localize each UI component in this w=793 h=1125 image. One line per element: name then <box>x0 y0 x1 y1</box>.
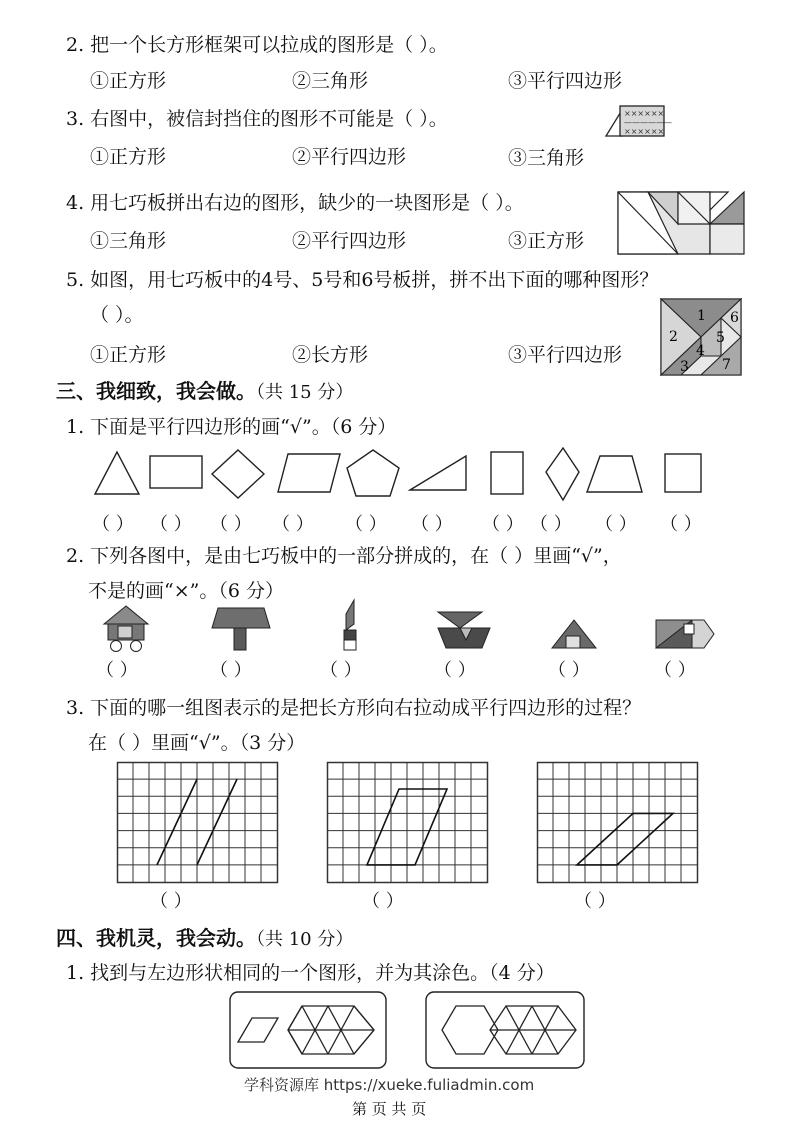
s3q2-answer-paren-3[interactable]: （ ） <box>320 660 362 681</box>
question-5-stem: 5. 如图，用七巧板中的4号、5号和6号板拼，拼不出下面的哪种图形？ <box>66 269 659 291</box>
shape-trapezoid <box>587 456 642 492</box>
table-figure <box>212 608 270 650</box>
envelope-figure <box>604 104 672 140</box>
tangram-missing-piece-figure <box>616 190 746 256</box>
s3q1-answer-paren-2[interactable]: （ ） <box>150 514 192 535</box>
s3q2-answer-paren-6[interactable]: （ ） <box>654 660 696 681</box>
q4-option-3: ③正方形 <box>508 230 585 252</box>
grid-option-c <box>537 762 699 884</box>
s3q1-answer-paren-8[interactable]: （ ） <box>530 514 572 535</box>
s3q1-answer-paren-10[interactable]: （ ） <box>660 514 702 535</box>
question-2-stem: 2. 把一个长方形框架可以拉成的图形是（ ）。 <box>66 34 448 56</box>
s3q1-answer-paren-5[interactable]: （ ） <box>345 514 387 535</box>
question-5-blank: （ ）。 <box>90 304 144 326</box>
tangram-label-6: 6 <box>730 310 739 326</box>
s3q1-answer-paren-6[interactable]: （ ） <box>411 514 453 535</box>
s3q1-answer-paren-3[interactable]: （ ） <box>210 514 252 535</box>
grid-option-a <box>117 762 279 884</box>
s3q2-answer-paren-1[interactable]: （ ） <box>96 660 138 681</box>
q4-option-2: ②平行四边形 <box>292 230 407 252</box>
boat-figure <box>438 612 490 648</box>
s3q1-answer-paren-1[interactable]: （ ） <box>92 514 134 535</box>
s3q1-answer-paren-4[interactable]: （ ） <box>272 514 314 535</box>
triangle-house-figure <box>552 620 596 648</box>
tangram-figures-row <box>100 600 720 658</box>
q3-option-1: ①正方形 <box>90 146 167 168</box>
question-3-stem: 3. 右图中，被信封挡住的图形不可能是（ ）。 <box>66 108 448 130</box>
footer-source: 学科资源库 https://xueke.fuliadmin.com <box>244 1076 535 1094</box>
s3q3-answer-paren-1[interactable]: （ ） <box>150 891 192 912</box>
question-4-stem: 4. 用七巧板拼出右边的图形，缺少的一块图形是（ ）。 <box>66 192 524 214</box>
tangram-label-7: 7 <box>722 357 731 373</box>
tangram-label-2: 2 <box>669 329 678 345</box>
s3-question-3-stem-line1: 3. 下面的哪一组图表示的是把长方形向右拉动成平行四边形的过程？ <box>66 697 642 719</box>
tangram-label-1: 1 <box>697 308 706 324</box>
section-3-points: （共 15 分） <box>256 382 354 403</box>
s3q2-answer-paren-2[interactable]: （ ） <box>210 660 252 681</box>
tangram-label-5: 5 <box>716 330 725 346</box>
svg-text:××××××: ×××××× <box>624 127 665 136</box>
s3q3-answer-paren-2[interactable]: （ ） <box>362 891 404 912</box>
shape-triangle <box>95 452 139 494</box>
shape-square <box>665 454 701 492</box>
numbered-tangram-figure <box>660 298 742 376</box>
q2-option-2: ②三角形 <box>292 70 369 92</box>
section-4-heading <box>56 922 353 951</box>
sample-parallelogram <box>238 1018 278 1042</box>
section-4-points: （共 10 分） <box>256 929 354 950</box>
shape-coloring-panels <box>228 990 588 1072</box>
q5-option-3: ③平行四边形 <box>508 344 623 366</box>
section-3-title: 三、我细致，我会做。 <box>56 379 256 403</box>
cart-figure <box>104 606 148 652</box>
q2-option-1: ①正方形 <box>90 70 167 92</box>
q2-option-3: ③平行四边形 <box>508 70 623 92</box>
s3q2-answer-paren-5[interactable]: （ ） <box>548 660 590 681</box>
parallelogram-shape-row <box>90 448 720 500</box>
q3-option-3: ③三角形 <box>508 147 585 169</box>
s3q1-answer-paren-7[interactable]: （ ） <box>482 514 524 535</box>
shape-rectangle <box>150 456 202 488</box>
s3-question-2-stem-line1: 2. 下列各图中，是由七巧板中的一部分拼成的，在（ ）里画“√”， <box>66 545 622 567</box>
grid-option-b <box>327 762 489 884</box>
q5-option-2: ②长方形 <box>292 344 369 366</box>
svg-text:——————: —————— <box>624 118 672 127</box>
flag-figure <box>344 600 356 650</box>
arrow-block-figure <box>656 620 714 648</box>
s3-question-3-stem-line2: 在（ ）里画“√”。（3 分） <box>88 732 306 754</box>
s3-question-1-stem: 1. 下面是平行四边形的画“√”。（6 分） <box>66 416 397 438</box>
s3q2-answer-paren-4[interactable]: （ ） <box>434 660 476 681</box>
section-4-title: 四、我机灵，我会动。 <box>56 926 256 950</box>
tangram-label-4: 4 <box>696 343 705 359</box>
shape-rhombus-square <box>212 450 264 498</box>
shape-tall-rectangle <box>491 452 523 494</box>
shape-pentagon <box>347 450 399 496</box>
section-3-heading <box>56 375 353 404</box>
tangram-label-3: 3 <box>680 359 689 375</box>
s3q3-answer-paren-3[interactable]: （ ） <box>574 891 616 912</box>
s4-question-1-stem: 1. 找到与左边形状相同的一个图形，并为其涂色。（4 分） <box>66 962 555 984</box>
shape-parallelogram-1 <box>278 454 340 492</box>
s3-question-2-stem-line2: 不是的画“×”。（6 分） <box>88 580 284 602</box>
q3-option-2: ②平行四边形 <box>292 146 407 168</box>
shape-right-triangle <box>410 456 466 490</box>
q4-option-1: ①三角形 <box>90 230 167 252</box>
svg-text:××××××: ×××××× <box>624 109 665 118</box>
q5-option-1: ①正方形 <box>90 344 167 366</box>
shape-diamond <box>546 448 579 500</box>
footer-page-number: 第 页 共 页 <box>352 1100 427 1118</box>
s3q1-answer-paren-9[interactable]: （ ） <box>595 514 637 535</box>
